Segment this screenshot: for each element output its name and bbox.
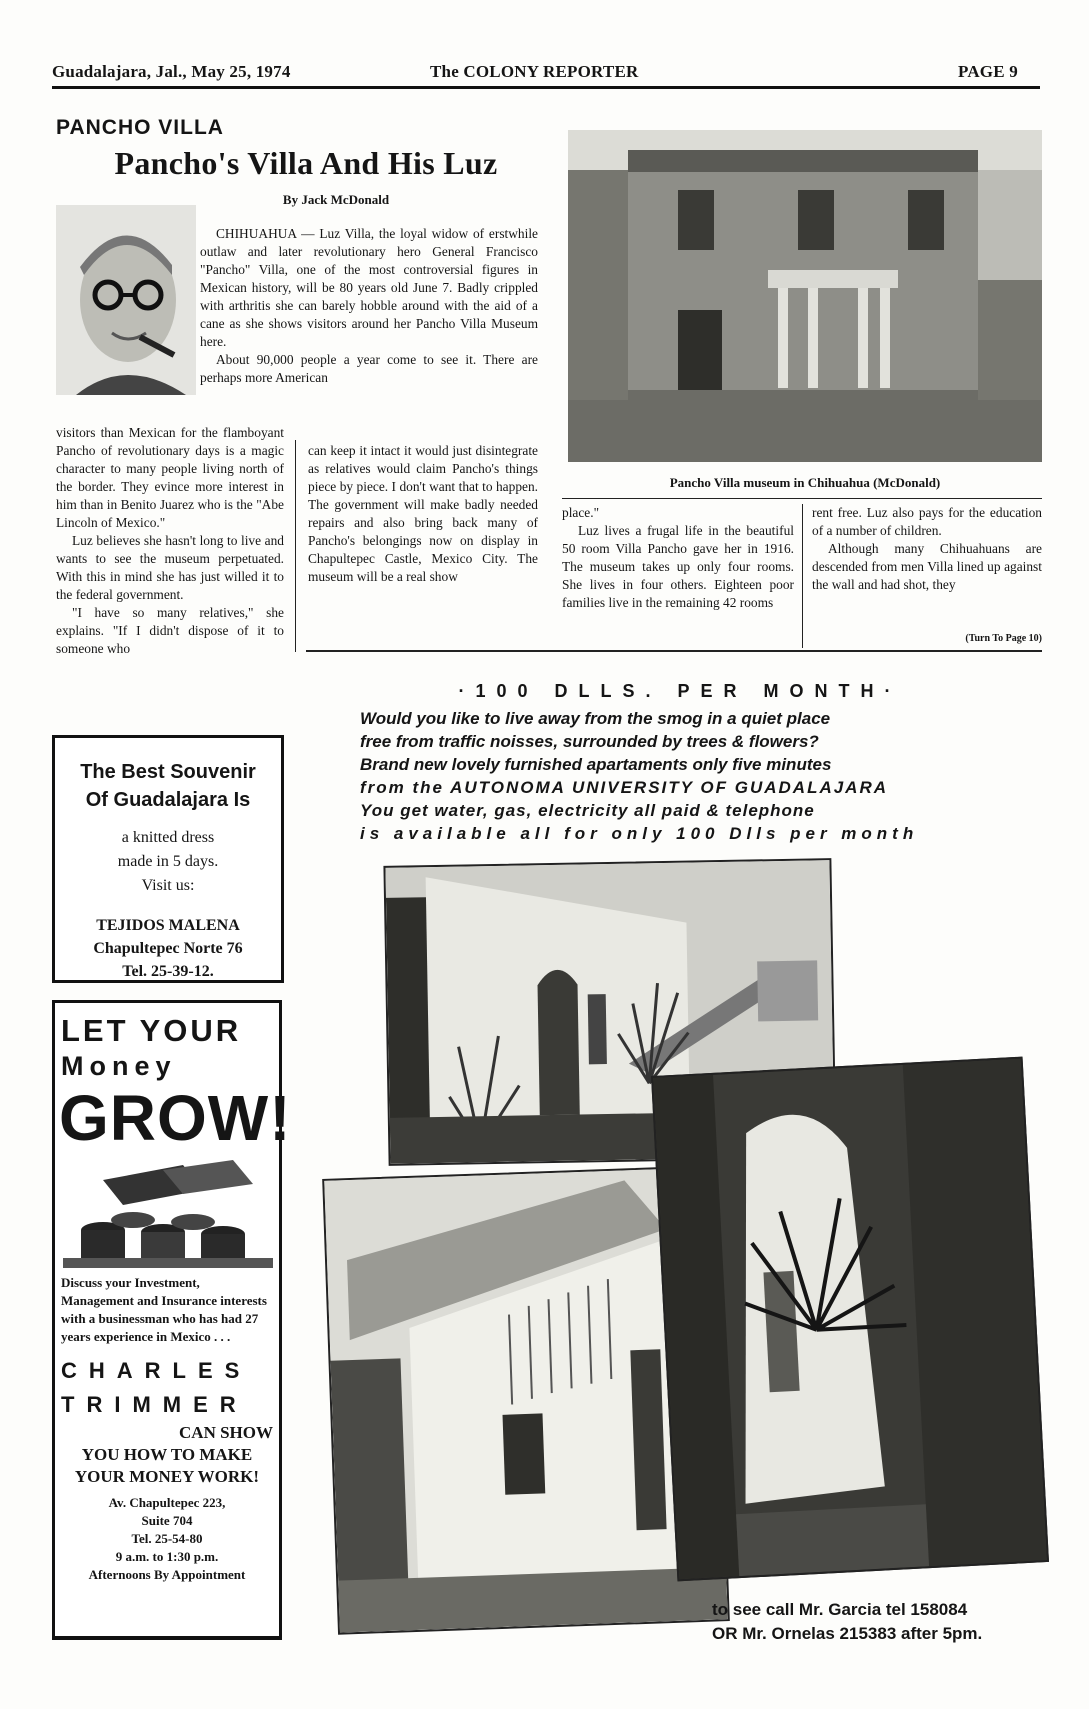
money-ad-description: Discuss your Investment, Management and Insurance interests with a businessman who has had 27 years experience in Mexico . . . xyxy=(61,1275,267,1344)
article-paragraph: About 90,000 people a year come to see it. There are perhaps more American xyxy=(200,352,538,385)
article-col1-top xyxy=(200,225,538,387)
souvenir-line: made in 5 days. xyxy=(117,853,219,870)
souvenir-ad xyxy=(52,735,284,983)
masthead-rule xyxy=(52,86,1040,89)
money-ad-name1: CHARLES xyxy=(61,1358,252,1383)
souvenir-title-line: Of Guadalajara Is xyxy=(85,789,251,811)
article-col1-bottom xyxy=(56,424,284,658)
article-paragraph: place." xyxy=(562,505,600,520)
article-paragraph: visitors than Mexican for the flamboyant Pancho of revolutionary days is a magic character to many people living north of the border. They evince more interest in him than in Benito Juarez who is the "Abe Lincoln of Mexico." xyxy=(56,425,284,530)
money-ad-line1: LET YOUR xyxy=(61,1013,242,1048)
money-ad xyxy=(52,1000,292,1640)
apartment-ad-line: from the AUTONOMA UNIVERSITY OF GUADALAJARA xyxy=(360,778,889,797)
apartment-ad-line: is available all for only 100 Dlls per month xyxy=(360,824,919,843)
masthead-page: PAGE 9 xyxy=(958,62,1018,81)
column-divider xyxy=(802,504,803,648)
article-col4 xyxy=(812,504,1042,594)
apartment-contact-line: to see call Mr. Garcia tel 158084 xyxy=(712,1600,968,1619)
article-byline: By Jack McDonald xyxy=(282,192,390,207)
apartment-ad xyxy=(360,680,1000,845)
souvenir-line: a knitted dress xyxy=(121,829,215,846)
article-paragraph: Luz believes she hasn't long to live and wants to see the museum perpetuated. With this in mind she has just willed it to the federal government. xyxy=(56,533,284,602)
museum-photo xyxy=(568,130,1042,462)
article-headline: Pancho's Villa And His Luz xyxy=(114,145,498,181)
article-paragraph: CHIHUAHUA — Luz Villa, the loyal widow of erstwhile outlaw and later revolutionary hero General Francisco "Pancho" Villa, one of the most controversial figures in Mexican history, will be 80 years old June 7. Badly crippled with arthritis she can barely hobble around with the aid of a cane as she shows visitors around her Pancho Villa Museum here. xyxy=(200,226,538,349)
masthead-date: Guadalajara, Jal., May 25, 1974 xyxy=(52,62,291,81)
article-paragraph: rent free. Luz also pays for the education of a number of children. xyxy=(812,505,1042,538)
souvenir-ad-title xyxy=(55,758,281,814)
article-bottom-rule xyxy=(306,650,1042,652)
apartment-ad-heading: ·100 DLLS. PER MONTH· xyxy=(458,681,902,701)
turn-to-page: (Turn To Page 10) xyxy=(965,633,1042,644)
apartment-ad-line: Would you like to live away from the smog in a quiet place xyxy=(360,709,831,728)
article-col2 xyxy=(308,442,538,586)
article-kicker: PANCHO VILLA xyxy=(56,116,224,139)
article-paragraph: can keep it intact it would just disintegrate as relatives would claim Pancho's things piece by piece. I don't want that to happen. The government will make badly needed repairs and also bring back many of Pancho's belongings now on display in Chapultepec Castle, Mexico City. The museum will be a real show xyxy=(308,443,538,584)
museum-photo-caption: Pancho Villa museum in Chihuahua (McDonald) xyxy=(669,475,941,490)
masthead-title: The COLONY REPORTER xyxy=(430,62,639,81)
money-ad-address: Av. Chapultepec 223, xyxy=(108,1495,226,1510)
apartment-photo-3 xyxy=(651,1057,1049,1582)
article-paragraph: Although many Chihuahuans are descended from men Villa lined up against the wall and had shot, they xyxy=(812,541,1042,592)
money-ad-phone: Tel. 25-54-80 xyxy=(131,1531,203,1546)
apartment-ad-line: Brand new lovely furnished apartaments only five minutes xyxy=(360,755,832,774)
souvenir-title-line: The Best Souvenir xyxy=(80,761,256,783)
money-ad-suite: Suite 704 xyxy=(141,1513,193,1528)
money-ad-hours: 9 a.m. to 1:30 p.m. xyxy=(115,1549,219,1564)
apartment-ad-line: free from traffic noisses, surrounded by trees & flowers? xyxy=(360,732,819,751)
author-portrait xyxy=(56,205,196,395)
column-divider xyxy=(295,440,296,652)
apartment-contact-line: OR Mr. Ornelas 215383 after 5pm. xyxy=(712,1624,983,1643)
money-ad-name2: TRIMMER xyxy=(61,1392,248,1417)
money-ad-pitch: CAN SHOW xyxy=(179,1423,273,1442)
caption-rule xyxy=(562,498,1042,499)
souvenir-line: Visit us: xyxy=(141,877,195,894)
souvenir-phone: Tel. 25-39-12. xyxy=(122,963,214,980)
article-paragraph: Luz lives a frugal life in the beautiful 50 room Villa Pancho gave her in 1916. The museum takes up only four rooms. She lives in four others. Eighteen poor families live in the remaining 42 rooms xyxy=(562,523,794,610)
apartment-contact xyxy=(712,1598,982,1646)
money-ad-line3: GROW! xyxy=(59,1082,292,1154)
money-ad-pitch: YOU HOW TO MAKE xyxy=(81,1445,253,1464)
souvenir-address: Chapultepec Norte 76 xyxy=(93,940,243,957)
apartment-ad-line: You get water, gas, electricity all paid & telephone xyxy=(360,801,815,820)
money-ad-line2: Money xyxy=(61,1051,177,1081)
article-col3 xyxy=(562,504,794,612)
money-ad-appointment: Afternoons By Appointment xyxy=(88,1567,246,1582)
money-ad-pitch: YOUR MONEY WORK! xyxy=(74,1467,260,1486)
souvenir-shop-name: TEJIDOS MALENA xyxy=(96,917,240,934)
article-paragraph: "I have so many relatives," she explains. "If I didn't dispose of it to someone who xyxy=(56,605,284,656)
money-pile-illustration xyxy=(63,1160,271,1268)
